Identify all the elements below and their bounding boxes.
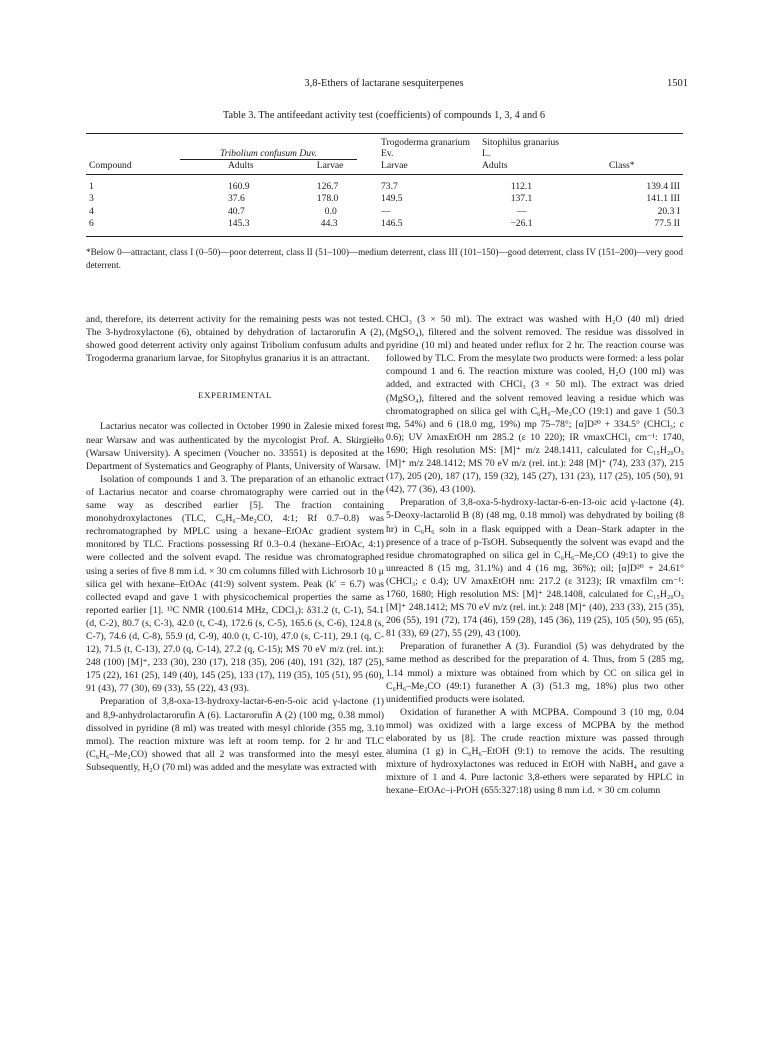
cell-adults: 37.6 [228, 193, 245, 204]
cell-compound: 4 [89, 205, 94, 217]
table-row [86, 205, 683, 218]
cell-sitophilus: — [516, 205, 527, 217]
cell-adults: 40.7 [228, 205, 245, 217]
cell-compound: 6 [86, 217, 180, 236]
cell-adults: 145.3 [180, 217, 267, 236]
cell-larvae: 178.0 [316, 193, 339, 204]
cell-compound: 1 [89, 180, 94, 192]
section-heading-experimental: EXPERIMENTAL [198, 390, 272, 401]
cell-adults: 160.9 [228, 180, 250, 192]
antifeedant-table [86, 133, 683, 237]
header-compound: Compound [86, 159, 180, 174]
cell-trogoderma: — [381, 205, 391, 217]
header-class: Class* [567, 159, 683, 174]
cell-sitophilus: −26.1 [476, 217, 567, 236]
table-row [86, 192, 683, 205]
paragraph: Preparation of 3,8-oxa-13-hydroxy-lactar-6-en-5-oic acid γ-lactone (1) and 8,9-anhydrolactarorufin A (6). Lactarorufin A (2) (100 mg, 0.38 mmol) dissolved in pyridine (8 ml) was treated with mesyl chloride (355 mg, 3.10 mmol). The reaction mixture was left at room temp. for 2 hr and TLC (C₆H₆–Me₂CO) showed that all 2 was transformed into the mesyl ester. Subsequently, H₂O (70 ml) was added and the mesylate was extracted with [86, 696, 384, 773]
cell-class: 20.3 I [657, 205, 680, 217]
header-larvae-trogoderma: Larvae [357, 159, 476, 174]
header-larvae: Larvae [267, 159, 357, 174]
header-adults: Adults [180, 159, 267, 174]
right-text-column [386, 313, 684, 797]
cell-trogoderma: 149.5 [381, 193, 403, 204]
paragraph: and, therefore, its deterrent activity for the remaining pests was not tested. The 3-hydroxylactone (6), obtained by dehydration of lactarorufin A (2), showed good deterrent activity only against Tribolium confusum adults and Trogoderma granarium larvae, for Sitophylus granarius it is an attractant. [86, 314, 384, 365]
cell-sitophilus: 137.1 [510, 193, 533, 204]
cell-sitophilus: 112.1 [510, 180, 533, 192]
paragraph: Preparation of 3,8-oxa-5-hydroxy-lactar-6-en-13-oic acid γ-lactone (4). 5-Deoxy-lactarolid B (8) (48 mg, 0.18 mmol) was dehydrated by boiling (8 hr) in C₆H₆ soln in a flask equipped with a Dean–Stark adapter in the presence of a trace of p-TsOH. Subsequently the solvent was evapd and the residue chromatographed on silica gel in C₆H₆–Me₂CO (49:1) to give the unreacted 8 (15 mg, 31.1%) and 4 (16 mg, 36%); oil; [α]D²⁰ + 24.61°(CHCl₃; c 0.4); UV λmaxEtOH nm: 217.2 (ε 3123); IR νmaxfilm cm⁻¹: 1760, 1680; High resolution MS: [M]⁺ 248.1408, calculated for C₁₅H₂₀O₃ [M]⁺ 248.1412; MS 70 eV m/z (rel. int.): 248 [M]⁺ (40), 233 (33), 215 (35), 206 (55), 191 (72), 174 (46), 159 (28), 145 (36), 119 (25), 105 (50), 95 (65), 81 (33), 69 (27), 55 (29), 43 (100). [386, 497, 684, 640]
cell-larvae: 126.7 [316, 180, 339, 192]
table-caption: Table 3. The antifeedant activity test (coefficients) of compounds 1, 3, 4 and 6 [222, 110, 545, 121]
paragraph: Lactarius necator was collected in October 1990 in Zalesie mixed forest near Warsaw and was authenticated by the mycologist Prof. A. Skirgiełło (Warsaw University). A specimen (Voucher no. 33551) is deposited at the Department of Systematics and Geography of Plants, University of Warsaw. [86, 421, 384, 472]
paragraph: CHCl₃ (3 × 50 ml). The extract was washed with H₂O (40 ml) dried (MgSO₄), filtered and the solvent removed. The residue was dissolved in pyridine (10 ml) and heated under reflux for 2 hr. The reaction course was followed by TLC. From the mesylate two products were formed: a less polar compound 1 and 6. The reaction mixture was cooled, H₂O (100 ml) was added, and extracted with CHCl₃ (3 × 50 ml). The extract was dried (MgSO₄), filtered and the solvent removed leaving a residue which was chromatographed on silica gel with C₆H₆–Me₂CO (19:1) and gave 1 (50.3 mg, 54%) and 6 (18.0 mg, 19%) mp 75–78°; [α]D²⁰ + 334.5° (CHCl₃; c 0.6); UV λmaxEtOH nm 285.2 (ε 10 220); IR νmaxCHCl₃ cm⁻¹: 1740, 1690; High resolution MS: [M]⁺ m/z 248.1411, calculated for C₁₅H₂₀O₃ [M]⁺ m/z 248.1412; MS 70 eV m/z (rel. int.): 248 [M]⁺ (74), 233 (37), 215 (17), 205 (20), 187 (17), 159 (32), 145 (27), 131 (23), 117 (25), 105 (50), 91 (42), 77 (36), 43 (100). [386, 314, 684, 496]
table-footnote: *Below 0—attractant, class I (0–50)—poor deterrent, class II (51–100)—medium deterrent, class III (101–150)—good deterrent, class IV (151–200)—very good deterrent. [86, 247, 683, 270]
left-text-column [86, 313, 384, 774]
cell-class: 77.5 II [567, 217, 683, 236]
group-header-tribolium: Tribolium confusum Duv. [180, 134, 357, 160]
cell-compound: 3 [89, 193, 94, 204]
cell-trogoderma: 73.7 [381, 180, 398, 192]
cell-class: 139.4 III [646, 180, 680, 192]
running-title: 3,8-Ethers of lactarane sesquiterpenes [304, 78, 464, 89]
table-row [86, 174, 683, 192]
cell-larvae: 0.0 [324, 205, 337, 217]
paragraph: Preparation of furanether A (3). Furandiol (5) was dehydrated by the same method as described for the preparation of 4. Thus, from 5 (285 mg, 1.14 mmol) a mixture was obtained from which by CC on silica gel in C₆H₆–Me₂CO (49:1) furanether A (3) (51.3 mg, 18%) plus two other unidentified products were isolated. [386, 641, 684, 705]
table-row [86, 217, 683, 236]
paragraph: Isolation of compounds 1 and 3. The preparation of an ethanolic extract of Lactarius necator and coarse chromatography were carried out in the same way as described earlier [5]. The fraction containing monohydroxylactones (TLC, C₆H₆–Me₂CO, 4:1; Rf 0.7–0.8) was rechromatographed by MPLC using a hexane–EtOAc gradient system monitored by TLC. Fractions possessing Rf 0.3–0.4 (hexane–EtOAc, 4:1) were collected and the solvent evapd. The residue was chromatographed using a series of five 8 mm i.d. × 30 cm columns filled with Lichrosorb 10 μ silica gel with hexane–EtOAc (41:9) solvent system. Peak (k′ = 6.7) was collected evapd and gave 1 with physicochemical properties the same as reported earlier [1]. ¹³C NMR (100.614 MHz, CDCl₃): δ31.2 (t, C-1), 54.1 (d, C-2), 80.7 (s, C-3), 42.0 (t, C-4), 172.6 (s, C-5), 165.6 (s, C-6), 124.8 (s, C-7), 74.6 (d, C-8), 55.9 (d, C-9), 40.0 (t, C-10), 47.0 (s, C-11), 29.1 (q, C-12), 71.5 (t, C-13), 27.0 (q, C-14), 27.2 (q, C-15); MS 70 eV m/z (rel. int.): 248 (100) [M]⁺, 233 (30), 230 (17), 218 (35), 206 (40), 191 (32), 187 (25), 175 (22), 161 (25), 149 (40), 145 (25), 133 (17), 119 (35), 105 (51), 95 (60), 91 (43), 77 (30), 69 (33), 55 (22), 43 (93). [86, 473, 384, 695]
cell-class: 141.1 III [646, 193, 680, 204]
group-header-trogoderma: Trogoderma granarium Ev. [381, 137, 470, 159]
header-adults-sitophilus: Adults [476, 159, 567, 174]
page-number: 1501 [667, 78, 688, 89]
paragraph: Oxidation of furanether A with MCPBA. Compound 3 (10 mg, 0.04 mmol) was oxidized with a large excess of MCPBA by the method elaborated by us [8]. The crude reaction mixture was passed through alumina (1 g) in C₆H₆–EtOH (9:1) to remove the acids. The resulting mixture of hydroxylactones was reduced in EtOH with NaBH₄ and gave a mixture of 1 and 4. Pure lactonic 3,8-ethers were separated by HPLC in hexane–EtOAc–i-PrOH (655:327:18) using 8 mm i.d. × 30 cm column [386, 706, 684, 797]
cell-trogoderma: 146.5 [357, 217, 476, 236]
cell-larvae: 44.3 [267, 217, 357, 236]
group-header-sitophilus: Sitophilus granarius L. [482, 137, 560, 159]
